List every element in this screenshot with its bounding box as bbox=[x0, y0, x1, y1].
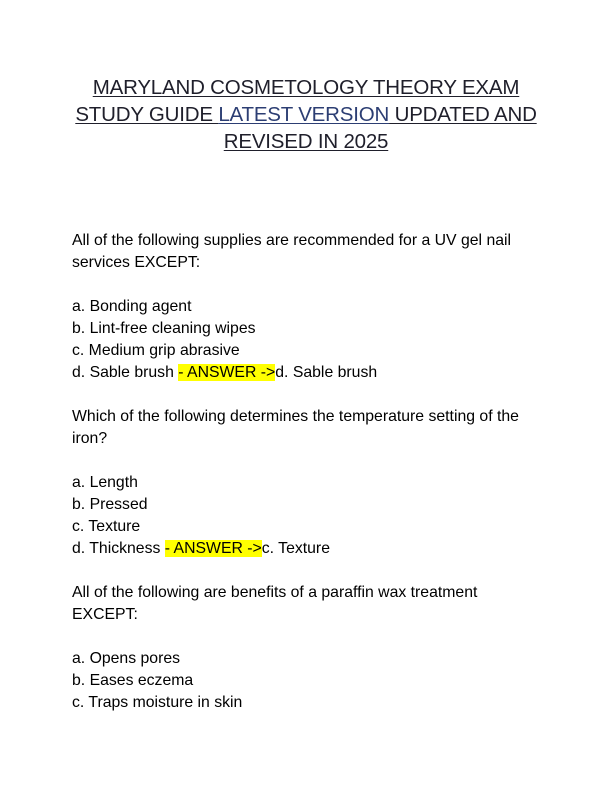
option-c: c. Texture bbox=[72, 518, 141, 535]
title-line-2-part-1: STUDY GUIDE bbox=[75, 103, 219, 126]
question-text: All of the following are benefits of a paraffin wax treatment EXCEPT: bbox=[72, 584, 478, 623]
option-c: c. Medium grip abrasive bbox=[72, 342, 240, 359]
document-title bbox=[60, 74, 552, 155]
answer-text: c. Texture bbox=[261, 540, 330, 557]
option-a: a. Opens pores bbox=[72, 650, 181, 667]
title-line-1 bbox=[60, 74, 552, 101]
title-line-2-part-2: LATEST VERSION bbox=[218, 103, 390, 126]
answer-text: d. Sable brush bbox=[275, 364, 378, 381]
question-text: All of the following supplies are recommended for a UV gel nail services EXCEPT: bbox=[72, 232, 512, 271]
option-b: b. Lint-free cleaning wipes bbox=[72, 320, 256, 337]
question-block-1 bbox=[72, 230, 542, 384]
option-d-with-answer bbox=[72, 538, 542, 560]
answer-marker: - ANSWER -> bbox=[178, 364, 276, 381]
option-b: b. Pressed bbox=[72, 496, 148, 513]
title-line-3 bbox=[60, 128, 552, 155]
option-d: d. Sable brush bbox=[72, 364, 179, 381]
question-list bbox=[72, 230, 542, 714]
title-line-2 bbox=[60, 101, 552, 128]
option-a: a. Length bbox=[72, 474, 138, 491]
title-line-3-text: REVISED IN 2025 bbox=[223, 130, 389, 153]
option-d: d. Thickness bbox=[72, 540, 165, 557]
option-a: a. Bonding agent bbox=[72, 298, 192, 315]
question-block-2 bbox=[72, 406, 542, 560]
question-block-3 bbox=[72, 582, 542, 714]
option-d-with-answer bbox=[72, 362, 542, 384]
option-b: b. Eases eczema bbox=[72, 672, 194, 689]
answer-marker: - ANSWER -> bbox=[164, 540, 262, 557]
title-line-1-text: MARYLAND COSMETOLOGY THEORY EXAM bbox=[92, 76, 520, 99]
title-line-2-part-3: UPDATED AND bbox=[389, 103, 537, 126]
option-c: c. Traps moisture in skin bbox=[72, 694, 243, 711]
question-text: Which of the following determines the temperature setting of the iron? bbox=[72, 408, 519, 447]
